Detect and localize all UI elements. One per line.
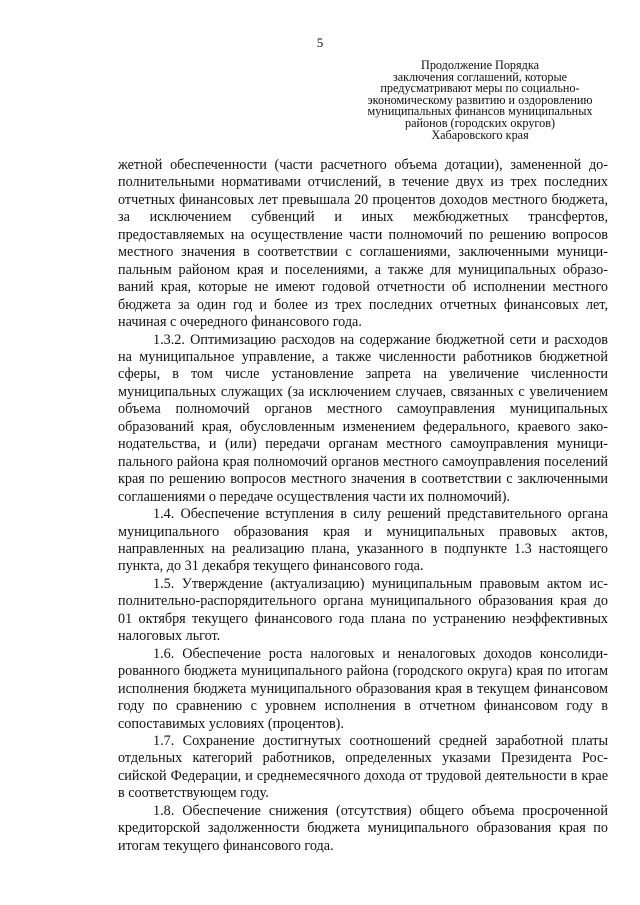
header-line: экономическому развитию и оздоровлению <box>367 92 593 107</box>
paragraph-1-7: 1.7. Сохранение достигнутых соотношений средней заработной платы отдельных категорий работников, определенных указами Президента Российской Федерации, и среднемесячного дохода от трудовой деятельности в крае в соответствующем году. <box>118 732 608 802</box>
header-line: предусматривают меры по социально- <box>380 81 580 96</box>
header-line: Хабаровского края <box>431 127 529 142</box>
paragraph-continuation: жетной обеспеченности (части расчетного объема дотации), замененной дополнительными нормативами отчислений, в течение двух из трех последних отчетных финансовых лет превышала 20 процентов доходов местного бюджета, за исключением субвенций и иных межбюджетных трансфертов, предоставляемых на осуществление части полномочий по решению вопросов местного значения в соответствии с соглашениями, заключенными муниципальным районом края и поселениями, а также для муниципальных образований края, которые не имеют годовой отчетности об исполнении местного бюджета за один год и более из трех последних отчетных финансовых лет, начиная с очередного финансового года. <box>118 157 608 331</box>
header-line: районов (городских округов) <box>404 115 556 130</box>
page-number: 5 <box>316 35 324 50</box>
header-line: муниципальных финансов муниципальных <box>367 104 593 119</box>
header-line: заключения соглашений, которые <box>392 69 568 84</box>
document-body <box>118 157 608 855</box>
paragraph-1-8: 1.8. Обеспечение снижения (отсутствия) общего объема просроченной кредиторской задолженности бюджета муниципального образования края по итогам текущего финансового года. <box>118 802 608 854</box>
paragraph-1-4: 1.4. Обеспечение вступления в силу решений представительного органа муниципального образования края и муниципальных правовых актов, направленных на реализацию плана, указанного в подпункте 1.3 настоящего пункта, до 31 декабря текущего финансового года. <box>118 506 608 575</box>
document-header <box>360 60 600 141</box>
header-line: Продолжение Порядка <box>421 58 539 72</box>
paragraph-1-3-2: 1.3.2. Оптимизацию расходов на содержание бюджетной сети и расходов на муниципальное управление, а также численности работников бюджетной сферы, в том числе установление запрета на увеличение численности муниципальных служащих (за исключением случаев, связанных с увеличением объема полномочий органов местного самоуправления муниципальных образований края, обусловленным изменением федерального, краевого законодательства, и (или) передачи органам местного самоуправления муниципального района края полномочий органов местного самоуправления поселений края по решению вопросов местного значения в соответствии с заключенными соглашениями о передаче осуществления части их полномочий). <box>118 331 608 505</box>
paragraph-1-5: 1.5. Утверждение (актуализацию) муниципальным правовым актом исполнительно-распорядительного органа муниципального образования края до 01 октября текущего финансового года плана по устранению неэффективных налоговых льгот. <box>118 575 608 645</box>
paragraph-1-6: 1.6. Обеспечение роста налоговых и неналоговых доходов консолидированного бюджета муниципального района (городского округа) края по итогам исполнения бюджета муниципального образования края в текущем финансовом году по сравнению с уровнем исполнения в отчетном финансовом году в сопоставимых условиях (процентов). <box>118 645 608 732</box>
